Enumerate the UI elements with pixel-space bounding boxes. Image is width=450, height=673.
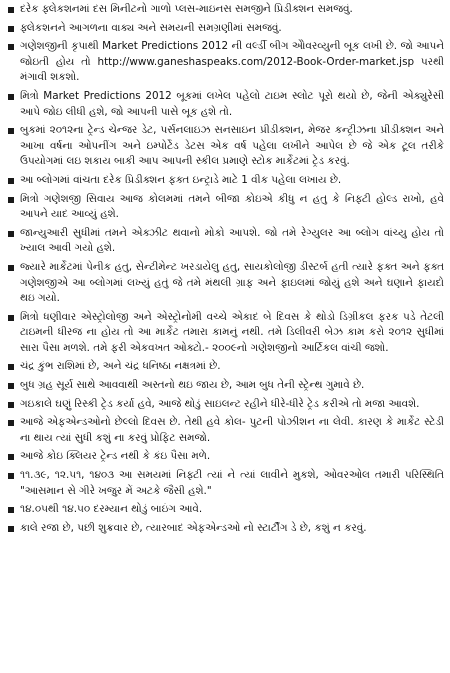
list-item: ગણેશજીની કૃપાથી Market Predictions 2012 ની વર્લ્ડી બીગ એોવરવ્યુની બૂક લખી છે. જો આપને જોઇતી હોય તો http://www.ganeshaspeaks.com/2012-Book-Order-market.jsp પરથી મંગાવી શકશો.: [6, 39, 444, 86]
list-item: બુકમાં ૨૦૧૨ના ટ્રેન્ડ ચેન્જર ડેટ, પર્સનલાઇઝ સનસાઇન પ્રીડીક્શન, મેજર કન્ટ્રીઝના પ્રીડીક્શન અને આખા વર્ષના ઓપનીંગ અને ઇમ્પોર્ટેડ ડેટસ એક વર્ષ પહેલા લખીને આપેલ છે જે એક ટૂલ તરીકે ઉપયોગમાં લઇ શકાય બાકી આપ આપની સ્કીલ પ્રમાણે સ્ટોક માર્કેટમાં ટ્રેડ કરવું.: [6, 123, 444, 170]
list-item: ૧૧.૩૯, ૧૨.૫૧, ૧૪૦૩ આ સમયમાં નિફ્ટી ત્યાં ને ત્યાં લાવીને મુકશે, ઓવરઓલ તમારી પરિસ્થિતિ "આસમાન સે ગીરે ખજુર મેં અટકે જૈસી હશે.": [6, 468, 444, 499]
bullet-list: [6, 2, 444, 536]
list-item: મિત્રો ધણીવાર એસ્ટ્રોલોજી અને એસ્ટ્રોનોમી વચ્ચે એકાદ બે દિવસ કે થોડો ડિગ્રીકલ ફરક પડે તેટલી ટાઇમની ધીરજ ના હોય તો આ માર્કેટ તમારા કામનું નથી. તમે ડિલીવરી બેઝ કામ કરો ૨૦૧૨ સુધીમાં સારા પૈસા મળશે. તમે ફરી એકવખત ઓક્ટો.- ૨૦૦૯નો ગણેશજીનો આર્ટિકલ વાંચી જશો.: [6, 310, 444, 357]
list-item: મિત્રો Market Predictions 2012 બૂકમાં લખેલ પહેલો ટાઇમ સ્લોટ પૂરો થયો છે, જેની એક્યુરેસી આપે જોઇ લીધી હશે, જો આપની પાસે બૂક હશે તો.: [6, 89, 444, 120]
list-item: બુધ ગ્રહ સૂર્ય સાથે આવવાથી અસ્તનો થઇ જાય છે, આમ બુધ તેની સ્ટ્રેન્થ ગુમાવે છે.: [6, 378, 444, 394]
list-item: ચંદ્ર કુંભ રાશિમાં છે, અને ચંદ્ર ધનિષ્ઠા નક્ષત્રમાં છે.: [6, 359, 444, 375]
list-item: જ્યારે માર્કેટમાં પેનીક હતુ, સેન્ટીમેન્ટ ખરડાયેલુ હતુ, સાયકોલોજી ડીસ્ટર્બ હતી ત્યારે ફક્ત અને ફક્ત ગણેશજીએ આ બ્લોગમાં લખ્યું હતું જે તમે મંથલી ગ્રાફ અને ફાઇલમાં જોયું હશે અને ઘણાને ફાયદો થઇ ગયો.: [6, 260, 444, 307]
list-item: ફ્લેકશનને આગળના વાક્ય અને સમયની સમગ્રણીમાં સમજવું.: [6, 21, 444, 37]
list-item: જાન્યુઆરી સુધીમાં તમને એક્ઝીટ થવાનો મોકો આપશે. જો તમે રેગ્યુલર આ બ્લોગ વાંચ્યુ હોય તો ખ્યાલ આવી ગયો હશે.: [6, 226, 444, 257]
list-item: દરેક ફ્લેકશનમાં દસ મિનીટનો ગાળો પ્લસ-માઇનસ સમજીને પ્રિડીક્શન સમજવું.: [6, 2, 444, 18]
list-item: આજે કોઇ ક્લિયર ટ્રેન્ડ નથી કે કંઇ પૈસા મળે.: [6, 449, 444, 465]
list-item: ગઇકાલે ઘણું રિસ્કી ટ્રેડ કર્યા હવે, આજે થોડું સાઇલન્ટ રહીને ધીરે-ધીરે ટ્રેડ કરીએ તો મજા આવશે.: [6, 397, 444, 413]
list-item: ૧૪.૦૫થી ૧૪.૫૦ દરમ્યાન થોડું બાઇંગ આવે.: [6, 502, 444, 518]
list-item: કાલે રજા છે, પછી શુક્રવાર છે, ત્યારબાદ એફએન્ડઓ નો સ્ટાર્ટીંગ ડે છે, કશું ન કરવું.: [6, 521, 444, 537]
list-item: આજે એફએન્ડઓનો છેલ્લો દિવસ છે. તેથી હવે કોલ- પુટની પોઝીશન ના લેવી. કારણ કે માર્કેટ સ્ટેડી ના થાય ત્યાં સુધી કશું ના કરવું પ્રોફિટ સમજો.: [6, 415, 444, 446]
list-item: મિત્રો ગણેશજી સિવાય આજ કોલમમાં તમને બીજા કોઇએ કીધુ ન હતુ કે નિફ્ટી હોલ્ડ રાખો, હવે આપને યાદ આવ્યું હશે.: [6, 192, 444, 223]
list-item: આ બ્લોગમાં વાંચતા દરેક પ્રિડીક્શન ફક્ત ઇન્ટ્રાડે માટે 1 વીક પહેલા લખાય છે.: [6, 173, 444, 189]
